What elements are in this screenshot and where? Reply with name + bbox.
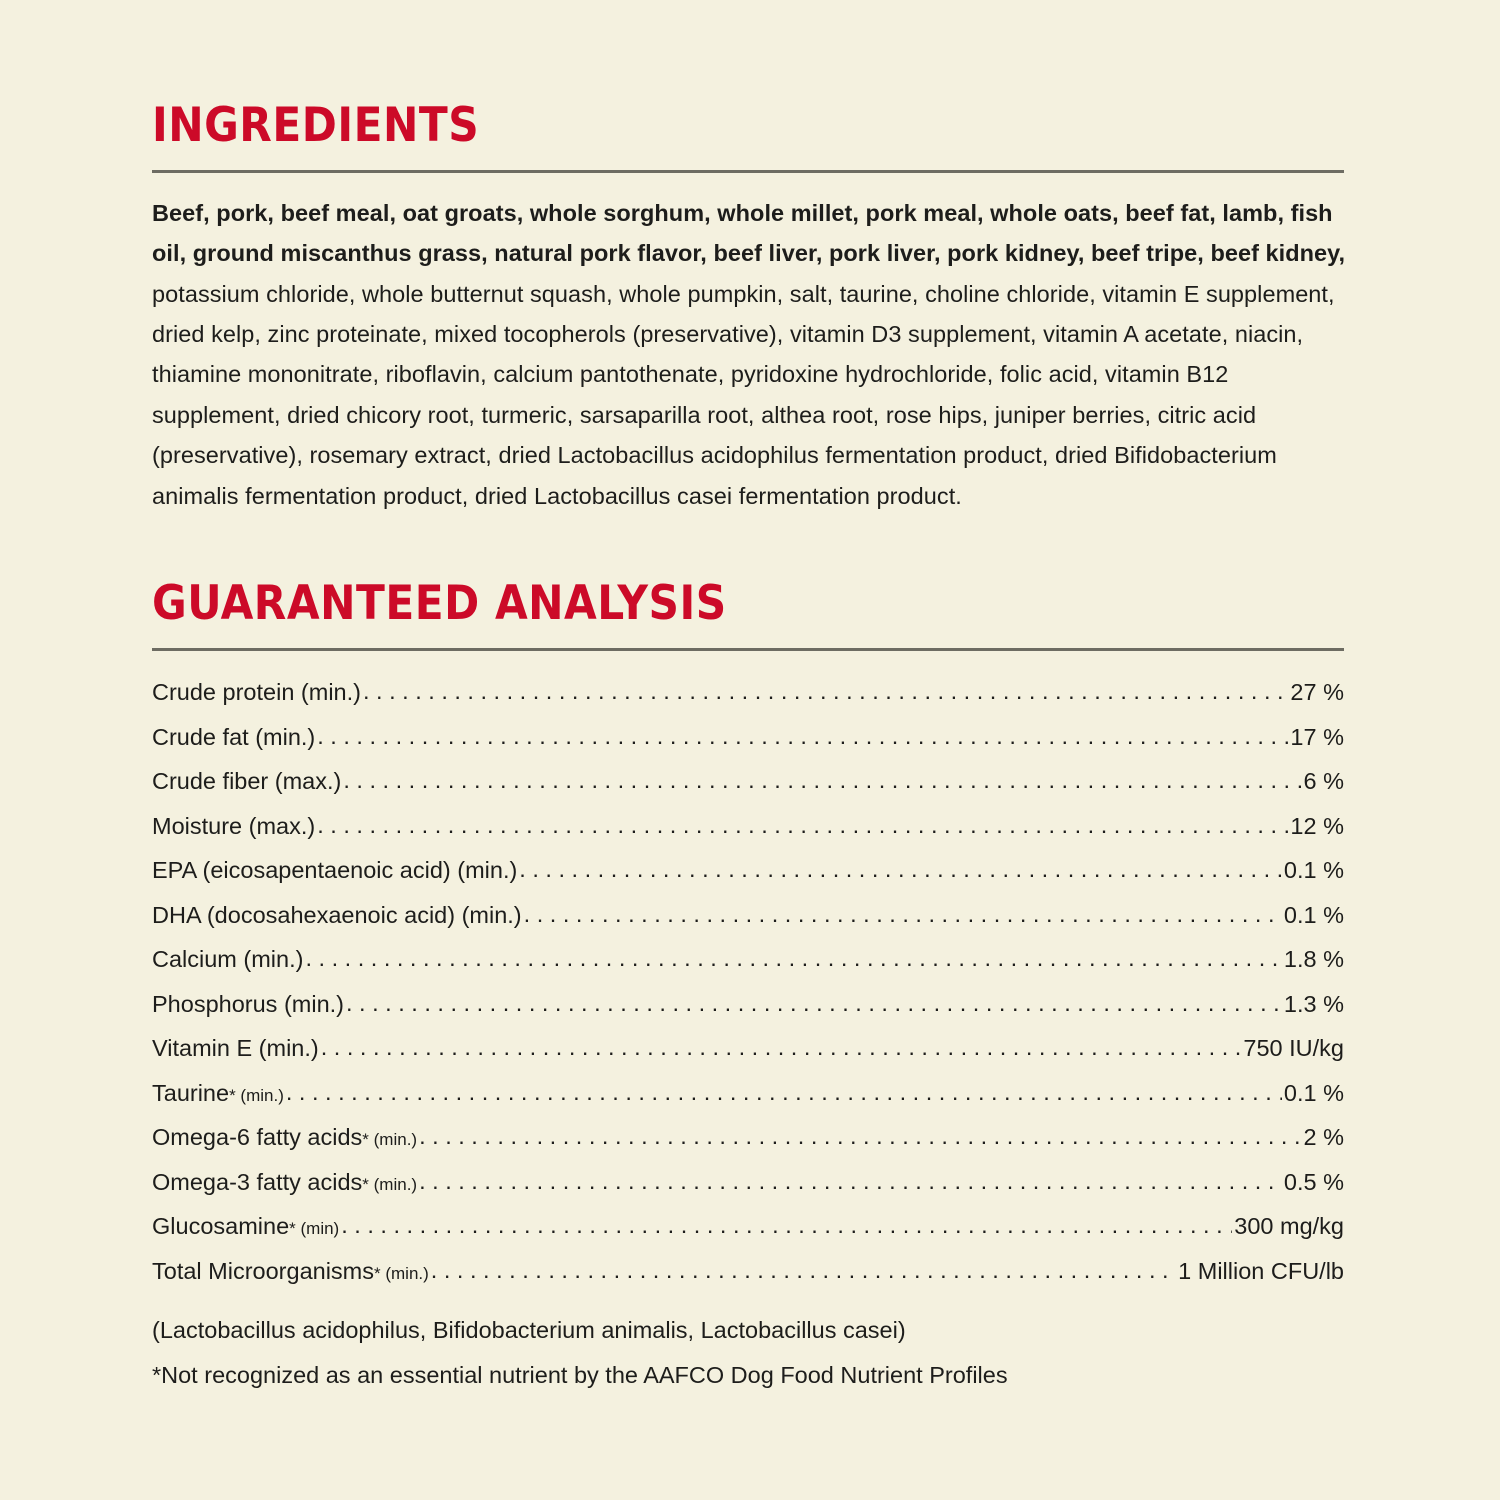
table-row xyxy=(152,804,1344,849)
guaranteed-analysis-heading: GUARANTEED ANALYSIS xyxy=(152,575,727,631)
nutrient-value: 27 % xyxy=(1290,679,1344,706)
nutrient-value: 17 % xyxy=(1290,723,1344,750)
nutrient-label: Omega-3 fatty acids xyxy=(152,1168,363,1195)
guaranteed-analysis-divider xyxy=(152,648,1344,651)
nutrient-label: DHA (docosahexaenoic acid) (min.) xyxy=(152,901,522,928)
leader-dots xyxy=(317,725,1288,749)
leader-dots xyxy=(346,992,1282,1016)
leader-dots xyxy=(519,858,1282,882)
table-row xyxy=(152,849,1344,894)
table-row xyxy=(152,893,1344,938)
leader-dots xyxy=(419,1125,1301,1149)
leader-dots xyxy=(343,769,1301,793)
leader-dots xyxy=(305,947,1281,971)
probiotic-strains-note: (Lactobacillus acidophilus, Bifidobacterium animalis, Lactobacillus casei) xyxy=(152,1316,906,1343)
table-row xyxy=(152,671,1344,716)
guaranteed-analysis-table xyxy=(152,671,1344,1294)
nutrient-label: Crude protein (min.) xyxy=(152,679,361,706)
nutrient-label: Omega-6 fatty acids xyxy=(152,1124,363,1151)
aafco-disclaimer-note: *Not recognized as an essential nutrient by the AAFCO Dog Food Nutrient Profiles xyxy=(152,1362,1008,1389)
nutrient-label: Crude fiber (max.) xyxy=(152,768,342,795)
table-row xyxy=(152,1027,1344,1072)
nutrient-value: 300 mg/kg xyxy=(1234,1213,1344,1240)
nutrient-label: EPA (eicosapentaenoic acid) (min.) xyxy=(152,857,518,884)
ingredients-section xyxy=(152,100,1348,516)
nutrient-label: Taurine xyxy=(152,1079,230,1106)
nutrient-value: 1 Million CFU/lb xyxy=(1178,1257,1344,1284)
nutrient-value: 0.1 % xyxy=(1283,1079,1344,1106)
nutrient-value: 0.5 % xyxy=(1283,1168,1344,1195)
nutrient-label: Glucosamine xyxy=(152,1213,290,1240)
nutrient-value: 750 IU/kg xyxy=(1243,1035,1344,1062)
nutrient-value: 0.1 % xyxy=(1283,901,1344,928)
nutrient-label: Vitamin E (min.) xyxy=(152,1035,319,1062)
ingredients-secondary-list: potassium chloride, whole butternut squash, whole pumpkin, salt, taurine, choline chloride, vitamin E supplement, dried kelp, zinc proteinate, mixed tocopherols (preservative), vitamin D3 supplement, vitamin A acetate, niacin, thiamine mononitrate, riboflavin, calcium pantothenate, pyridoxine hydrochloride, folic acid, vitamin B12 supplement, dried chicory root, turmeric, sarsaparilla root, althea root, rose hips, juniper berries, citric acid (preservative), rosemary extract, dried Lactobacillus acidophilus fermentation product, dried Bifidobacterium animalis fermentation product, dried Lactobacillus casei fermentation product. xyxy=(152,280,1335,509)
table-row: Total Microorganisms * (min.) . . . 1 Million CFU/lb xyxy=(152,1249,1344,1294)
ingredients-heading: INGREDIENTS xyxy=(152,98,480,153)
nutrient-label: Calcium (min.) xyxy=(152,946,304,973)
leader-dots xyxy=(317,814,1288,838)
nutrient-value: 0.1 % xyxy=(1283,857,1344,884)
table-row: Omega-3 fatty acids * (min.) . . . 0.5 % xyxy=(152,1160,1344,1205)
table-row xyxy=(152,982,1344,1027)
guaranteed-analysis-footnotes xyxy=(152,1308,1344,1399)
nutrient-value: 12 % xyxy=(1290,812,1344,839)
leader-dots xyxy=(363,680,1288,704)
nutrient-label: Phosphorus (min.) xyxy=(152,990,344,1017)
leader-dots xyxy=(419,1170,1282,1194)
nutrient-value: 2 % xyxy=(1303,1124,1344,1151)
table-row xyxy=(152,715,1344,760)
nutrient-value: 1.8 % xyxy=(1283,946,1344,973)
nutrient-label: Moisture (max.) xyxy=(152,812,316,839)
nutrient-label: Crude fat (min.) xyxy=(152,723,316,750)
table-row: Taurine * (min.) . . . 0.1 % xyxy=(152,1071,1344,1116)
table-row xyxy=(152,938,1344,983)
leader-dots xyxy=(341,1214,1232,1238)
nutrient-value: 1.3 % xyxy=(1283,990,1344,1017)
leader-dots xyxy=(431,1259,1176,1283)
ingredients-divider xyxy=(152,170,1344,173)
leader-dots xyxy=(286,1081,1282,1105)
table-row: Glucosamine * (min) . . . 300 mg/kg xyxy=(152,1205,1344,1250)
guaranteed-analysis-section xyxy=(152,575,1348,1399)
table-row: Omega-6 fatty acids * (min.) . . . 2 % xyxy=(152,1116,1344,1161)
nutrient-value: 6 % xyxy=(1303,768,1344,795)
leader-dots xyxy=(321,1036,1242,1060)
nutrient-label: Total Microorganisms xyxy=(152,1257,375,1284)
leader-dots xyxy=(524,903,1282,927)
ingredients-text xyxy=(152,193,1348,516)
ingredients-primary-list: Beef, pork, beef meal, oat groats, whole sorghum, whole millet, pork meal, whole oats, beef fat, lamb, fish oil, ground miscanthus grass, natural pork flavor, beef liver, pork liver, pork kidney, beef tripe, beef kidney, xyxy=(152,199,1346,267)
table-row xyxy=(152,760,1344,805)
